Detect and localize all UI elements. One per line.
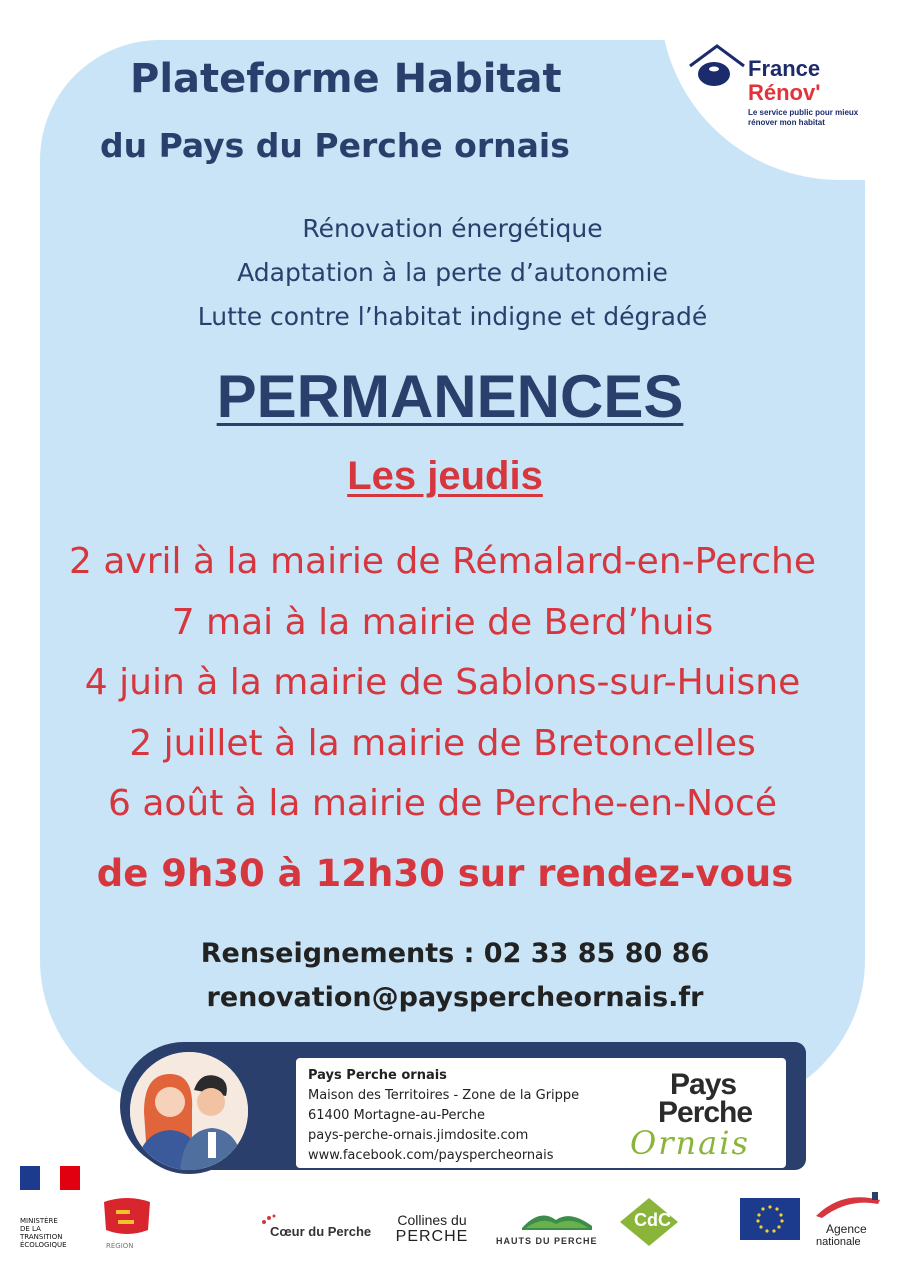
hauts-du-perche-logo (496, 1206, 612, 1252)
normandie-flag-icon (100, 1196, 154, 1238)
organization-website[interactable]: pays-perche-ornais.jimdosite.com (308, 1128, 529, 1143)
coeur-du-perche-text: Cœur du Perche (270, 1224, 372, 1239)
contact-block (0, 932, 900, 1020)
collines-line2: PERCHE (395, 1228, 469, 1245)
marianne-flag-icon (20, 1166, 80, 1196)
date-item: 6 août à la mairie de Perche-en-Nocé (108, 783, 777, 824)
pays-perche-ornais-logo (620, 1066, 780, 1166)
theme-item: Rénovation énergétique (302, 214, 603, 243)
pp-logo-word3: Ornais (630, 1124, 750, 1162)
collines-du-perche-logo (386, 1212, 478, 1252)
eu-flag-logo (740, 1198, 800, 1240)
france-renov-tagline: Le service public pour mieux rénover mon habitat (748, 108, 859, 127)
region-label: RÉGION (106, 1242, 134, 1250)
date-item: 7 mai à la mairie de Berd’huis (171, 601, 714, 643)
permanences-heading: PERMANENCES (216, 363, 684, 430)
hours-text: de 9h30 à 12h30 sur rendez-vous (96, 852, 794, 895)
pp-logo-word1: Pays (670, 1068, 737, 1101)
organization-details (308, 1066, 579, 1166)
email-link[interactable]: renovation@payspercheornais.fr (206, 982, 704, 1013)
organization-address1: Maison des Territoires - Zone de la Grippe (308, 1088, 580, 1103)
page-title: Plateforme Habitat (130, 56, 562, 102)
hills-icon (522, 1206, 592, 1230)
france-renov-logo (688, 42, 868, 152)
house-icon (688, 42, 746, 94)
organization-facebook[interactable]: www.facebook.com/payspercheornais (308, 1148, 554, 1163)
anah-line2: nationale (816, 1236, 861, 1248)
organization-name: Pays Perche ornais (308, 1068, 447, 1083)
themes-list (40, 207, 865, 339)
date-item: 2 juillet à la mairie de Bretoncelles (129, 722, 756, 764)
anah-line1: Agence (826, 1222, 867, 1236)
coeur-du-perche-logo (262, 1214, 372, 1250)
region-logo (100, 1196, 160, 1256)
france-renov-word2: Rénov' (748, 80, 821, 105)
date-item: 2 avril à la mairie de Rémalard-en-Perche (69, 541, 816, 582)
ministere-line3: ÉCOLOGIQUE (20, 1241, 67, 1249)
cdc-logo (618, 1196, 682, 1250)
anah-swoosh-icon (812, 1190, 882, 1218)
jeudis-heading-wrap (0, 454, 890, 499)
hauts-du-perche-text: HAUTS DU PERCHE (496, 1236, 598, 1246)
phone-line: Renseignements : 02 33 85 80 86 (200, 938, 710, 969)
eu-stars-icon (740, 1198, 800, 1240)
ministere-line1: MINISTÈRE (20, 1217, 58, 1225)
cdc-text: CdC (634, 1210, 671, 1230)
advisors-avatar (126, 1048, 252, 1174)
dates-list (0, 532, 885, 835)
collines-line1: Collines du (397, 1212, 467, 1228)
date-item: 4 juin à la mairie de Sablons-sur-Huisne (84, 662, 801, 703)
theme-item: Lutte contre l’habitat indigne et dégradé (197, 302, 708, 331)
jeudis-heading: Les jeudis (347, 454, 543, 498)
advisors-illustration (130, 1052, 248, 1170)
ministere-logo (20, 1166, 82, 1252)
permanences-heading-wrap (0, 362, 900, 431)
ministere-line2: DE LA TRANSITION (20, 1225, 63, 1241)
pp-logo-word2: Perche (658, 1096, 753, 1129)
organization-address2: 61400 Mortagne-au-Perche (308, 1108, 485, 1123)
theme-item: Adaptation à la perte d’autonomie (237, 258, 668, 287)
page-subtitle: du Pays du Perche ornais (100, 126, 570, 165)
france-renov-word1: France (748, 56, 821, 81)
anah-logo (812, 1190, 892, 1250)
